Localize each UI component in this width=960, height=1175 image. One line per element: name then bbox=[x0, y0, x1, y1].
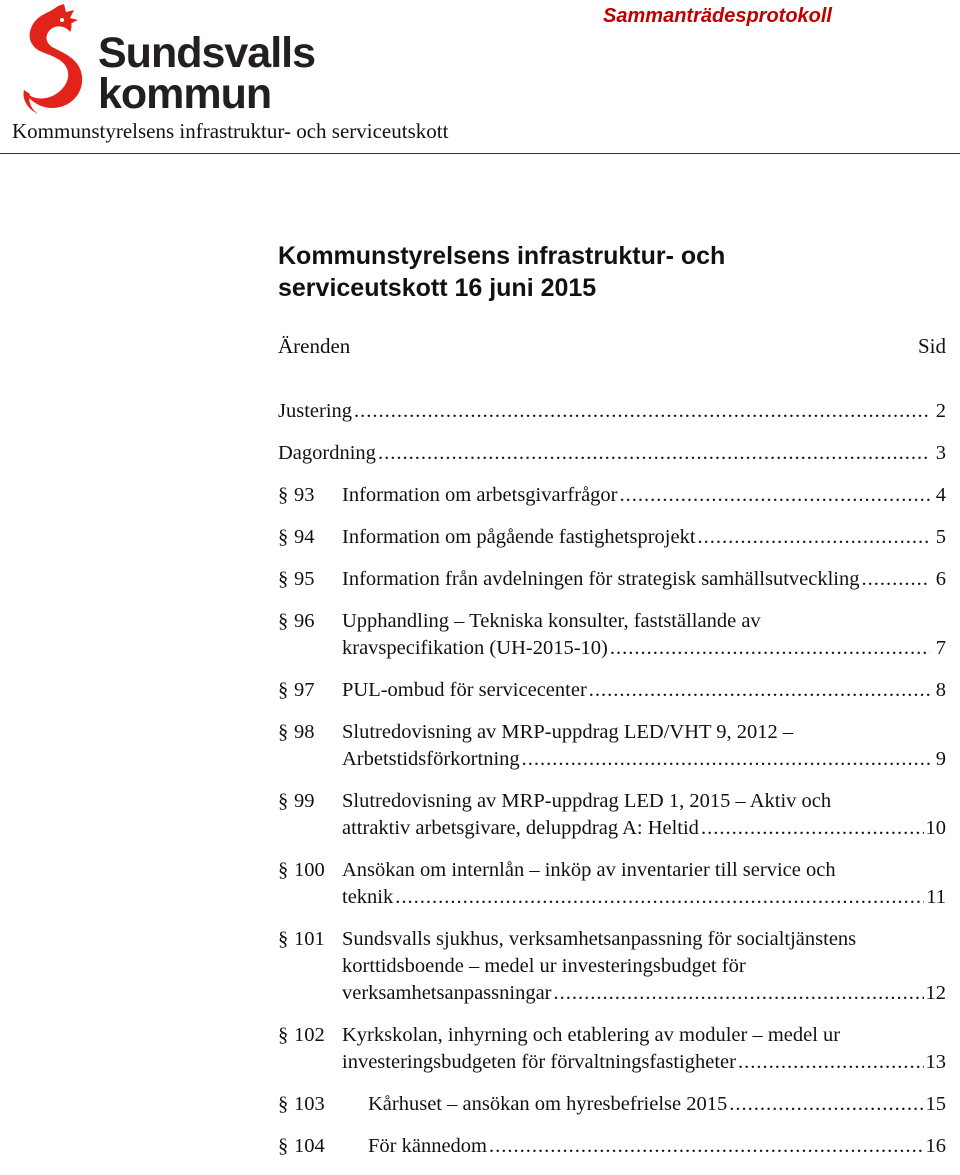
section-sign: § bbox=[278, 568, 289, 590]
section-sign: § bbox=[278, 610, 289, 632]
dot-leader bbox=[489, 1133, 924, 1160]
toc-entry-text: korttidsboende – medel ur investeringsbudget för bbox=[342, 955, 746, 977]
toc-page-number: 6 bbox=[935, 568, 946, 590]
paragraph-number: 103 bbox=[294, 1093, 325, 1115]
dot-leader bbox=[701, 815, 924, 842]
toc-entry[interactable] bbox=[278, 788, 946, 842]
toc-entry[interactable] bbox=[278, 608, 946, 662]
dot-leader bbox=[354, 398, 930, 425]
toc-entry[interactable] bbox=[278, 677, 946, 704]
toc-entry-text: Upphandling – Tekniska konsulter, fastställande av bbox=[342, 610, 761, 632]
toc-entry[interactable] bbox=[278, 1133, 946, 1160]
toc-entry[interactable] bbox=[278, 1022, 946, 1076]
dot-leader bbox=[378, 440, 930, 467]
section-sign: § bbox=[278, 679, 289, 701]
dot-leader bbox=[729, 1091, 923, 1118]
section-sign: § bbox=[278, 1024, 289, 1046]
toc-entry-text: Arbetstidsförkortning bbox=[342, 748, 520, 770]
toc-entry-text: Slutredovisning av MRP-uppdrag LED/VHT 9, 2012 – bbox=[342, 721, 794, 743]
toc-entry-text: PUL-ombud för servicecenter bbox=[342, 679, 587, 701]
toc-entry-text: Slutredovisning av MRP-uppdrag LED 1, 2015 – Aktiv och bbox=[342, 790, 832, 812]
toc-page-number: 12 bbox=[925, 982, 946, 1004]
paragraph-number: 101 bbox=[294, 928, 325, 950]
section-sign: § bbox=[278, 526, 289, 548]
section-sign: § bbox=[278, 1135, 289, 1157]
toc-entry[interactable] bbox=[278, 482, 946, 509]
toc-page-number: 16 bbox=[925, 1135, 946, 1157]
section-sign: § bbox=[278, 790, 289, 812]
dot-leader bbox=[698, 524, 930, 551]
dot-leader bbox=[395, 884, 924, 911]
toc-page-number: 3 bbox=[935, 442, 946, 464]
toc-page-number: 7 bbox=[935, 637, 946, 659]
toc-page-number: 10 bbox=[925, 817, 946, 839]
dot-leader bbox=[522, 746, 930, 773]
meeting-title-line1: Kommunstyrelsens infrastruktur- och bbox=[278, 242, 726, 270]
toc-entry-text: Information om arbetsgivarfrågor bbox=[342, 484, 618, 506]
toc-entry-text: teknik bbox=[342, 886, 394, 908]
logo-text-line2: kommun bbox=[98, 70, 272, 118]
toc-entry[interactable] bbox=[278, 524, 946, 551]
toc-entry-text: För kännedom bbox=[368, 1135, 487, 1157]
committee-name: Kommunstyrelsens infrastruktur- och serviceutskott bbox=[12, 119, 449, 143]
paragraph-number: 94 bbox=[294, 526, 315, 548]
section-sign: § bbox=[278, 721, 289, 743]
toc-entry-text: investeringsbudgeten för förvaltningsfastigheter bbox=[342, 1051, 736, 1073]
toc-page-number: 8 bbox=[935, 679, 946, 701]
toc-entry[interactable] bbox=[278, 926, 946, 1007]
toc-page-number: 13 bbox=[925, 1051, 946, 1073]
toc-page-number: 9 bbox=[935, 748, 946, 770]
toc-page-number: 11 bbox=[926, 886, 946, 908]
toc-entry-text: verksamhetsanpassningar bbox=[342, 982, 552, 1004]
paragraph-number: 96 bbox=[294, 610, 315, 632]
dragon-icon bbox=[18, 4, 92, 118]
dot-leader bbox=[861, 566, 930, 593]
toc-entry[interactable] bbox=[278, 398, 946, 425]
toc-entry-text: Sundsvalls sjukhus, verksamhetsanpassning för socialtjänstens bbox=[342, 928, 857, 950]
paragraph-number: 97 bbox=[294, 679, 315, 701]
header-divider bbox=[0, 153, 960, 154]
toc-entry[interactable] bbox=[278, 719, 946, 773]
paragraph-number: 95 bbox=[294, 568, 315, 590]
toc-page-number: 4 bbox=[935, 484, 946, 506]
dot-leader bbox=[589, 677, 930, 704]
paragraph-number: 104 bbox=[294, 1135, 325, 1157]
paragraph-number: 99 bbox=[294, 790, 315, 812]
dot-leader bbox=[620, 482, 930, 509]
toc-entry[interactable] bbox=[278, 566, 946, 593]
meeting-title bbox=[278, 240, 838, 304]
toc-entry-text: kravspecifikation (UH-2015-10) bbox=[342, 637, 608, 659]
toc-entry-text: Information från avdelningen för strategisk samhällsutveckling bbox=[342, 568, 860, 590]
toc-entry-text: Information om pågående fastighetsprojekt bbox=[342, 526, 696, 548]
toc-entry-text: Ansökan om internlån – inköp av inventarier till service och bbox=[342, 859, 836, 881]
toc-entry-text: attraktiv arbetsgivare, deluppdrag A: Heltid bbox=[342, 817, 699, 839]
meeting-title-line2: serviceutskott 16 juni 2015 bbox=[278, 274, 597, 302]
toc-entry[interactable] bbox=[278, 1091, 946, 1118]
dot-leader bbox=[610, 635, 930, 662]
section-sign: § bbox=[278, 928, 289, 950]
table-of-contents bbox=[278, 398, 946, 1175]
paragraph-number: 100 bbox=[294, 859, 325, 881]
sundsvalls-kommun-logo bbox=[18, 4, 316, 120]
logo-text-line1: Sundsvalls bbox=[98, 29, 316, 77]
section-sign: § bbox=[278, 859, 289, 881]
section-sign: § bbox=[278, 1093, 289, 1115]
toc-entry-text: Dagordning bbox=[278, 442, 376, 464]
document-type: Sammanträdesprotokoll bbox=[603, 5, 832, 27]
column-header-page: Sid bbox=[917, 334, 946, 358]
toc-entry[interactable] bbox=[278, 440, 946, 467]
section-sign: § bbox=[278, 484, 289, 506]
dot-leader bbox=[738, 1049, 924, 1076]
paragraph-number: 93 bbox=[294, 484, 315, 506]
toc-page-number: 5 bbox=[935, 526, 946, 548]
paragraph-number: 102 bbox=[294, 1024, 325, 1046]
paragraph-number: 98 bbox=[294, 721, 315, 743]
toc-page-number: 15 bbox=[925, 1093, 946, 1115]
toc-page-number: 2 bbox=[935, 400, 946, 422]
toc-entry-text: Kyrkskolan, inhyrning och etablering av moduler – medel ur bbox=[342, 1024, 841, 1046]
column-header-items: Ärenden bbox=[278, 334, 351, 358]
toc-entry-text: Kårhuset – ansökan om hyresbefrielse 2015 bbox=[368, 1093, 728, 1115]
toc-entry[interactable] bbox=[278, 857, 946, 911]
toc-entry-text: Justering bbox=[278, 400, 353, 422]
dot-leader bbox=[554, 980, 924, 1007]
